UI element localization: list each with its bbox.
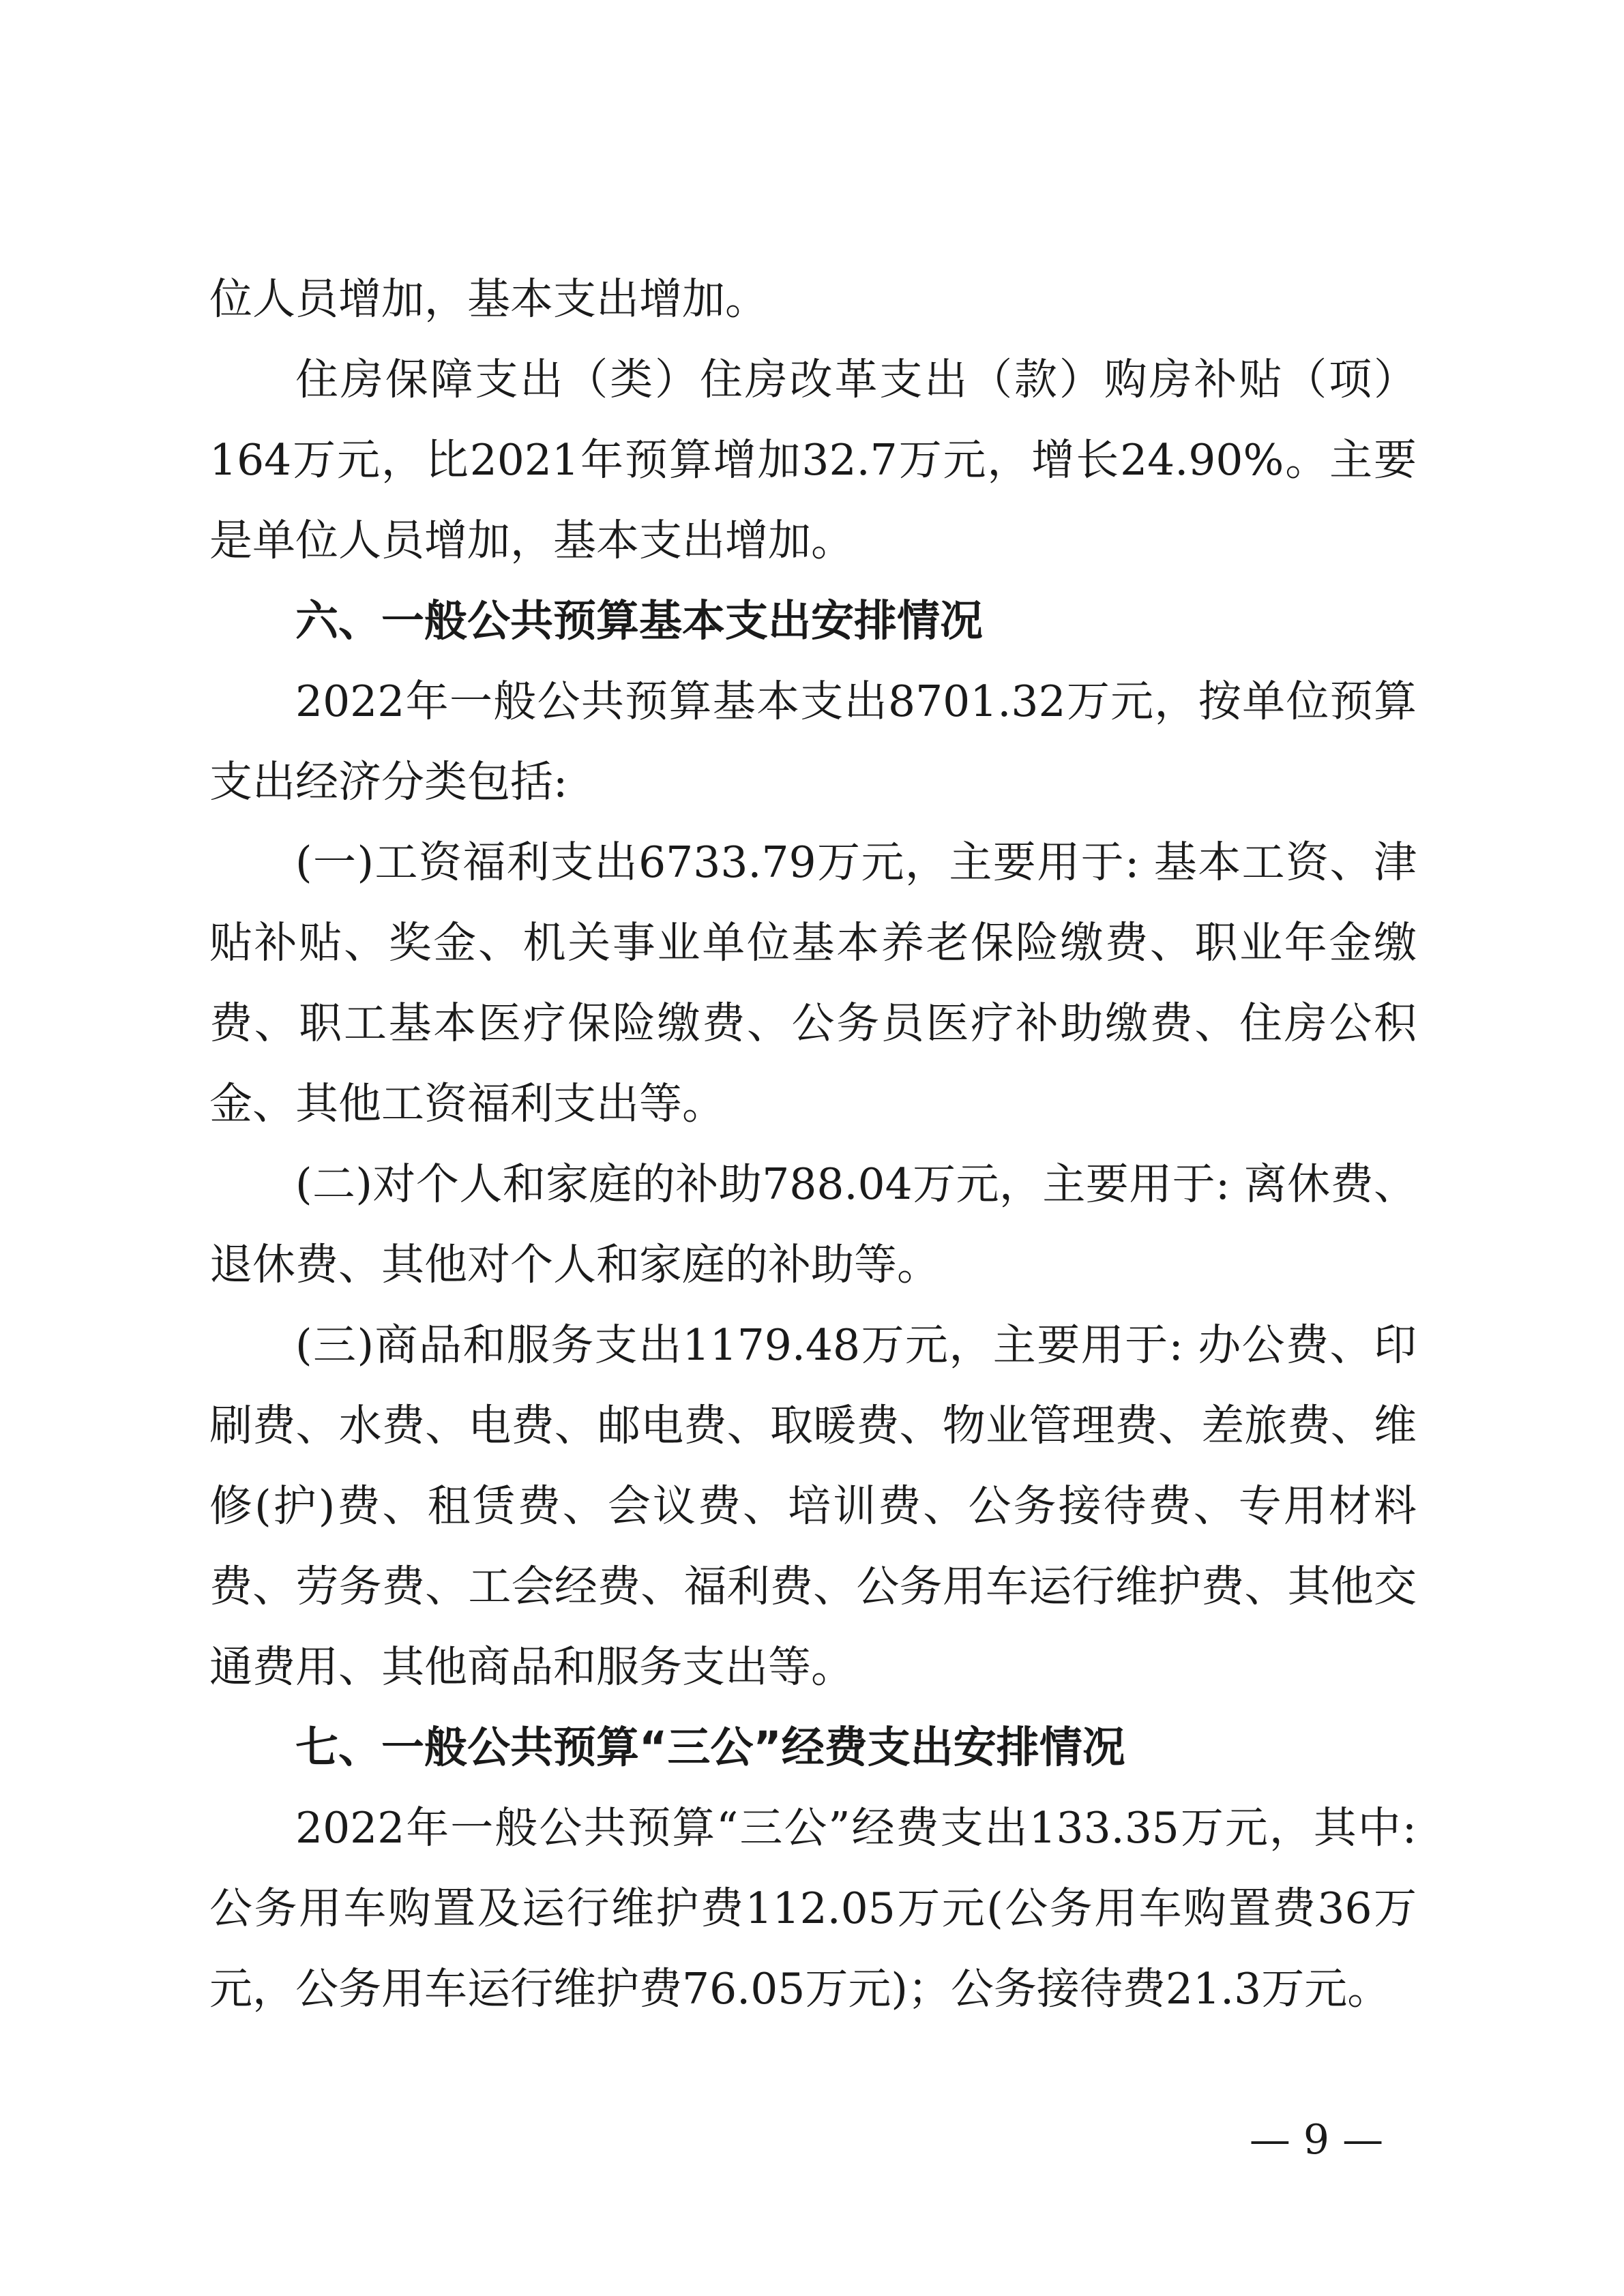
paragraph-continuation: 位人员增加，基本支出增加。 (209, 274, 768, 324)
paragraph-three-public-total: 2022年一般公共预算“三公”经费支出133.35万元，其中: 公务用车购置及运行维护费112.05万元(公务用车购置费36万元，公务用车运行维护费76.05万元)；公务接待费21.3万元。 (209, 1803, 1417, 2014)
body-text (209, 259, 1417, 2029)
paragraph-basic-expenditure-total: 2022年一般公共预算基本支出8701.32万元，按单位预算支出经济分类包括: (209, 676, 1417, 807)
section-heading-three-public: 七、一般公共预算“三公”经费支出安排情况 (295, 1723, 1125, 1772)
paragraph-wages-welfare: (一)工资福利支出6733.79万元，主要用于: 基本工资、津贴补贴、奖金、机关事业单位基本养老保险缴费、职业年金缴费、职工基本医疗保险缴费、公务员医疗补助缴费、住房公积金、其他工资福利支出等。 (209, 837, 1417, 1129)
paragraph-housing-subsidy: 住房保障支出（类）住房改革支出（款）购房补贴（项）164万元，比2021年预算增加32.7万元，增长24.90%。主要是单位人员增加，基本支出增加。 (209, 355, 1417, 565)
section-heading-basic-expenditure: 六、一般公共预算基本支出安排情况 (295, 596, 983, 646)
page-number: — 9 — (1249, 2116, 1384, 2164)
paragraph-goods-services: (三)商品和服务支出1179.48万元，主要用于: 办公费、印刷费、水费、电费、邮电费、取暖费、物业管理费、差旅费、维修(护)费、租赁费、会议费、培训费、公务接待费、专用材料费、劳务费、工会经费、福利费、公务用车运行维护费、其他交通费用、其他商品和服务支出等。 (209, 1320, 1417, 1692)
paragraph-individual-family-subsidy: (二)对个人和家庭的补助788.04万元，主要用于: 离休费、退休费、其他对个人和家庭的补助等。 (209, 1159, 1417, 1289)
